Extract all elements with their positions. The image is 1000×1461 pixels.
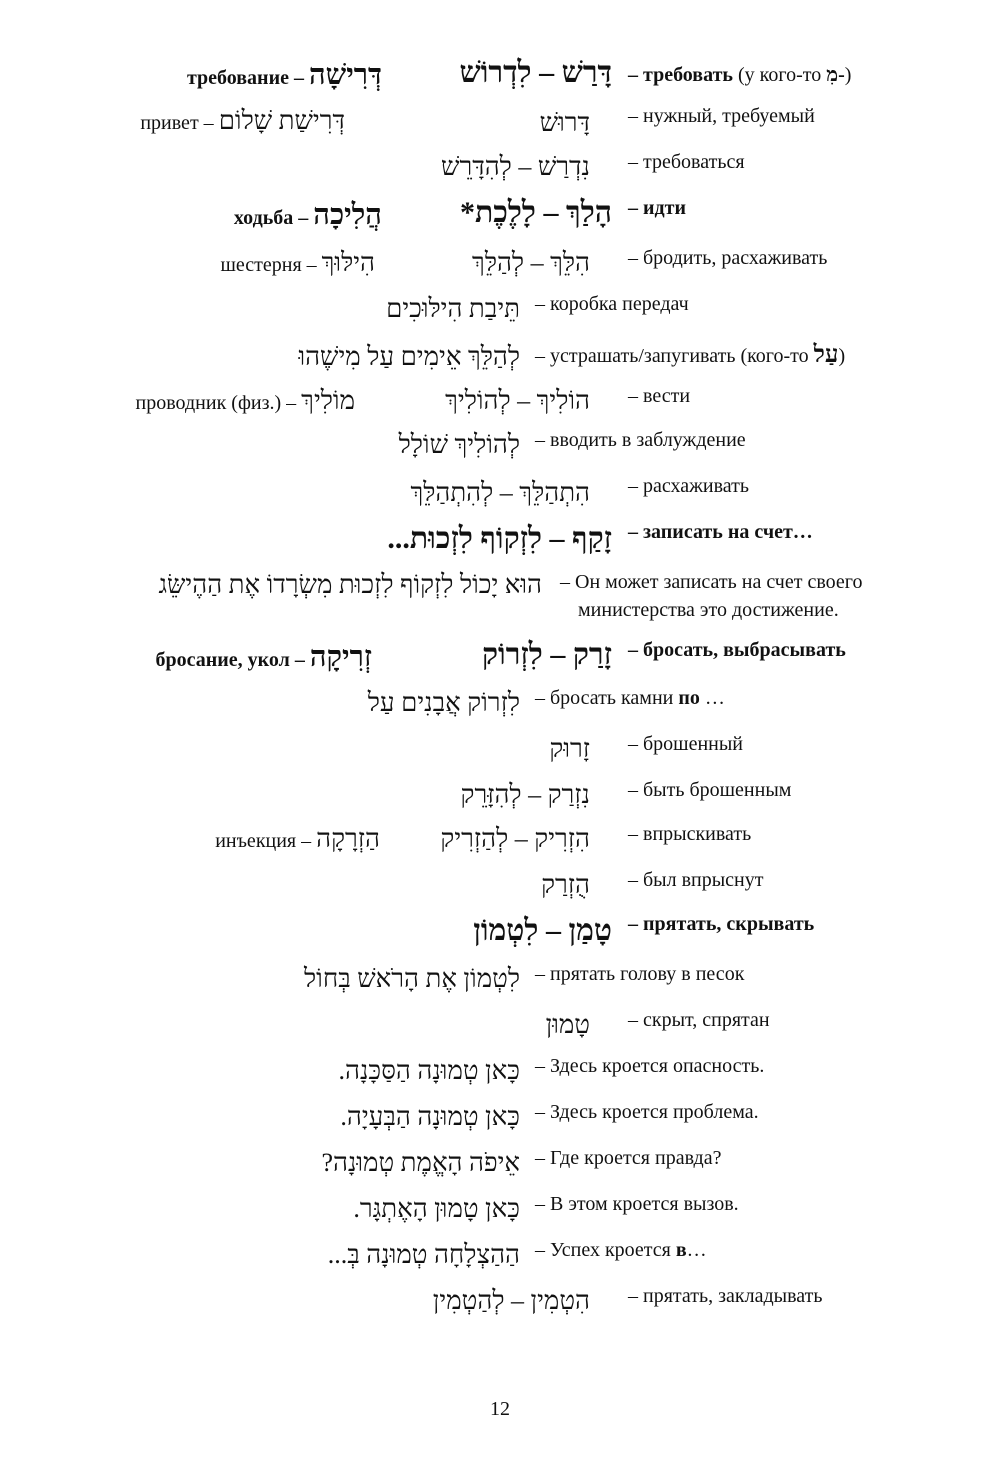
headword: תֵּיבַת הִילּוּכִים bbox=[386, 294, 520, 323]
headword: טָמַן – לִטְמוֹן bbox=[473, 914, 612, 947]
headword: לִטְמוֹן אֶת הָרֹאשׁ בְּחוֹל bbox=[304, 964, 520, 993]
derived-noun: проводник (физ.) – מוֹלִיךְ bbox=[135, 386, 355, 415]
headword: דָּרוּשׁ bbox=[539, 108, 590, 137]
translation: – бродить, расхаживать bbox=[628, 247, 828, 269]
translation: – требовать (у кого-то מִ-) bbox=[628, 64, 852, 86]
headword: לְהַלֵּךְ אֵימִים עַל מִישֶׁהוּ bbox=[298, 342, 520, 371]
example-sentence: הַהַצְלָחָה טְמוּנָה בְּ... bbox=[327, 1240, 520, 1269]
translation: – вести bbox=[628, 385, 691, 407]
translation: – устрашать/запугивать (кого-то עַל) bbox=[535, 342, 846, 368]
example-sentence: הוּא יָכוֹל לִזְקוֹף לִזְכוּת מִשְׂרָדוֹ אֶת הַהֶישֵּׂג bbox=[158, 570, 542, 599]
translation: – расхаживать bbox=[628, 475, 750, 497]
headword: טָמוּן bbox=[545, 1010, 590, 1039]
headword: דָּרַשׁ – לִדְרוֹשׁ bbox=[459, 56, 612, 89]
headword: הָלַךְ – לָלֶכֶת* bbox=[459, 196, 612, 229]
translation: – прятать голову в песок bbox=[535, 963, 745, 985]
example-sentence: אֵיפֹה הָאֱמֶת טְמוּנָה? bbox=[321, 1148, 520, 1177]
derived-noun: ходьба – הֲלִיכָה bbox=[233, 199, 382, 231]
example-sentence: כָּאן טָמוּן הָאֶתְגָּר. bbox=[353, 1194, 520, 1223]
headword: הִזְרִיק – לְהַזְרִיק bbox=[440, 824, 590, 853]
translation: – идти bbox=[628, 197, 686, 219]
translation: – впрыскивать bbox=[628, 823, 752, 845]
derived-noun: требование – דְּרִישָׁה bbox=[186, 59, 382, 91]
translation: – бросать камни по … bbox=[535, 687, 725, 709]
page-number: 12 bbox=[490, 1398, 510, 1420]
translation: – коробка передач bbox=[535, 293, 689, 315]
translation: – брошенный bbox=[628, 733, 743, 755]
translation: – вводить в заблуждение bbox=[535, 429, 746, 451]
headword: הִתְהַלֵּךְ – לְהִתְהַלֵּךְ bbox=[410, 478, 590, 507]
translation: – нужный, требуемый bbox=[628, 105, 815, 127]
translation: – прятать, закладывать bbox=[628, 1285, 823, 1307]
headword: זָרוּק bbox=[549, 734, 590, 763]
derived-noun: бросание, укол – זְרִיקָה bbox=[155, 641, 372, 673]
derived-noun: шестерня – הִילּוּךְ bbox=[220, 248, 375, 277]
translation: – скрыт, спрятан bbox=[628, 1009, 770, 1031]
example-sentence: כָּאן טְמוּנָה הַסַּכָּנָה. bbox=[338, 1056, 520, 1085]
translation: – был впрыснут bbox=[628, 869, 764, 891]
headword: נִדְרַשׁ – לְהִדָּרֵשׁ bbox=[441, 152, 590, 181]
derived-noun: инъекция – הַזְרָקָה bbox=[215, 824, 380, 853]
headword: הִלֵּךְ – לְהַלֵּךְ bbox=[472, 248, 590, 277]
translation: – Здесь кроется проблема. bbox=[535, 1101, 759, 1123]
translation: – прятать, скрывать bbox=[628, 913, 815, 935]
translation: – требоваться bbox=[628, 151, 745, 173]
translation: – Он может записать на счет своего министерства это достижение. bbox=[560, 571, 863, 621]
headword: הִטְמִין – לְהַטְמִין bbox=[432, 1286, 590, 1315]
headword: זָרַק – לִזְרוֹק bbox=[481, 638, 612, 671]
translation: – записать на счет… bbox=[628, 521, 813, 543]
example-sentence: כָּאן טְמוּנָה הַבְּעָיָה. bbox=[340, 1102, 520, 1131]
headword: הוֹלִיךְ – לְהוֹלִיךְ bbox=[445, 386, 590, 415]
headword: הֻזְרַק bbox=[541, 870, 590, 899]
headword: זָקַף – לִזְקוֹף לִזְכוּת... bbox=[387, 522, 612, 555]
translation: – бросать, выбрасывать bbox=[628, 639, 846, 661]
headword: לְהוֹלִיךְ שׁוֹלָל bbox=[398, 430, 520, 459]
translation: – В этом кроется вызов. bbox=[535, 1193, 739, 1215]
derived-noun: привет – דְּרִישַׁת שָׁלוֹם bbox=[140, 106, 345, 135]
translation: – Успех кроется в… bbox=[535, 1239, 707, 1261]
translation: – быть брошенным bbox=[628, 779, 792, 801]
headword: נִזְרַק – לְהִזָּרֵק bbox=[460, 780, 590, 809]
translation: – Здесь кроется опасность. bbox=[535, 1055, 765, 1077]
translation: – Где кроется правда? bbox=[535, 1147, 722, 1169]
headword: לִזְרוֹק אֲבָנִים עַל bbox=[367, 688, 520, 717]
